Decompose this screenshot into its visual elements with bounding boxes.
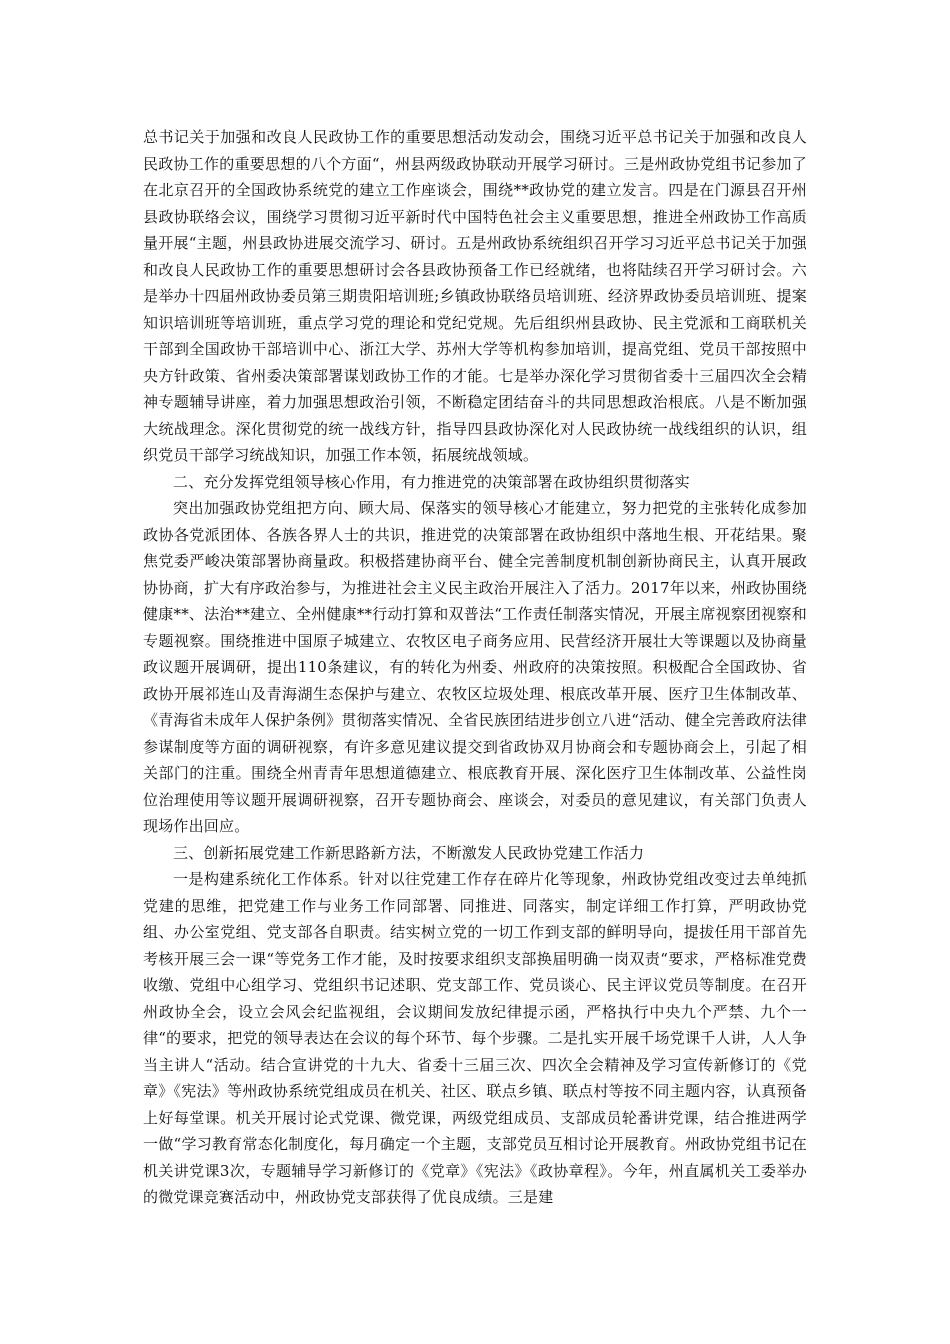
body-paragraph: 一是构建系统化工作体系。针对以往党建工作存在碎片化等现象，州政协党组改变过去单纯抓党建的思维，把党建工作与业务工作同部署、同推进、同落实，制定详细工作打算，严明政协党组、办公室党组、党支部各自职责。结实树立党的一切工作到支部的鲜明导向，提拔任用干部首先考核开展三会一课“等党务工作才能，及时按要求组织支部换届明确一岗双责“要求，严格标准党费收缴、党组中心组学习、党组织书记述职、党支部工作、党员谈心、民主评议党员等制度。在召开州政协全会，设立会风会纪监视组，会议期间发放纪律提示函，严格执行中央九个严禁、九个一律“的要求，把党的领导表达在会议的每个环节、每个步骤。二是扎实开展千场党课千人讲，人人争当主讲人“活动。结合宣讲党的十九大、省委十三届三次、四次全会精神及学习宣传新修订的《党章》《宪法》等州政协系统党组成员在机关、社区、联点乡镇、联点村等按不同主题内容，认真预备上好每堂课。机关开展讨论式党课、微党课，两级党组成员、支部成员轮番讲党课，结合推进两学一做“学习教育常态化制度化，每月确定一个主题，支部党员互相讨论开展教育。州政协党组书记在机关讲党课3次，专题辅导学习新修订的《党章》《宪法》《政协章程》。今年，州直属机关工委举办的微党课竞赛活动中，州政协党支部获得了优良成绩。三是建 bbox=[143, 870, 807, 1206]
section-heading: 二、充分发挥党组领导核心作用，有力推进党的决策部署在政协组织贯彻落实 bbox=[173, 472, 690, 491]
document-body bbox=[143, 124, 807, 1211]
section-heading: 三、创新拓展党建工作新思路新方法，不断激发人民政协党建工作活力 bbox=[173, 843, 645, 862]
body-paragraph: 总书记关于加强和改良人民政协工作的重要思想活动发动会，围绕习近平总书记关于加强和改良人民政协工作的重要思想的八个方面“，州县两级政协联动开展学习研讨。三是州政协党组书记参加了在北京召开的全国政协系统党的建立工作座谈会，围绕**政协党的建立发言。四是在门源县召开州县政协联络会议，围绕学习贯彻习近平新时代中国特色社会主义重要思想，推进全州政协工作高质量开展“主题，州县政协进展交流学习、研讨。五是州政协系统组织召开学习习近平总书记关于加强和改良人民政协工作的重要思想研讨会各县政协预备工作已经就绪，也将陆续召开学习研讨会。六是举办十四届州政协委员第三期贵阳培训班;乡镇政协联络员培训班、经济界政协委员培训班、提案知识培训班等培训班，重点学习党的理论和党纪党规。先后组织州县政协、民主党派和工商联机关干部到全国政协干部培训中心、浙江大学、苏州大学等机构参加培训，提高党组、党员干部按照中央方针政策、省州委决策部署谋划政协工作的才能。七是举办深化学习贯彻省委十三届四次全会精神专题辅导讲座，着力加强思想政治引领，不断稳定团结奋斗的共同思想政治根底。八是不断加强大统战理念。深化贯彻党的统一战线方针，指导四县政协深化对人民政协统一战线组织的认识，组织党员干部学习统战知识，加强工作本领，拓展统战领域。 bbox=[143, 128, 807, 464]
body-paragraph: 突出加强政协党组把方向、顾大局、保落实的领导核心才能建立，努力把党的主张转化成参加政协各党派团体、各族各界人士的共识，推进党的决策部署在政协组织中落地生根、开花结果。聚焦党委严峻决策部署协商量政。积极搭建协商平台、健全完善制度机制创新协商民主，认真开展政协协商，扩大有序政治参与，为推进社会主义民主政治开展注入了活力。2017年以来，州政协围绕健康**、法治**建立、全州健康**行动打算和双普法“工作责任制落实情况，开展主席视察团视察和专题视察。围绕推进中国原子城建立、农牧区电子商务应用、民营经济开展壮大等课题以及协商量政议题开展调研，提出110条建议，有的转化为州委、州政府的决策按照。积极配合全国政协、省政协开展祁连山及青海湖生态保护与建立、农牧区垃圾处理、根底改革开展、医疗卫生体制改革、《青海省未成年人保护条例》贯彻落实情况、全省民族团结进步创立八进“活动、健全完善政府法律参谋制度等方面的调研视察，有许多意见建议提交到省政协双月协商会和专题协商会上，引起了相关部门的注重。围绕全州青青年思想道德建立、根底教育开展、深化医疗卫生体制改革、公益性岗位治理使用等议题开展调研视察，召开专题协商会、座谈会，对委员的意见建议，有关部门负责人现场作出回应。 bbox=[143, 499, 807, 835]
